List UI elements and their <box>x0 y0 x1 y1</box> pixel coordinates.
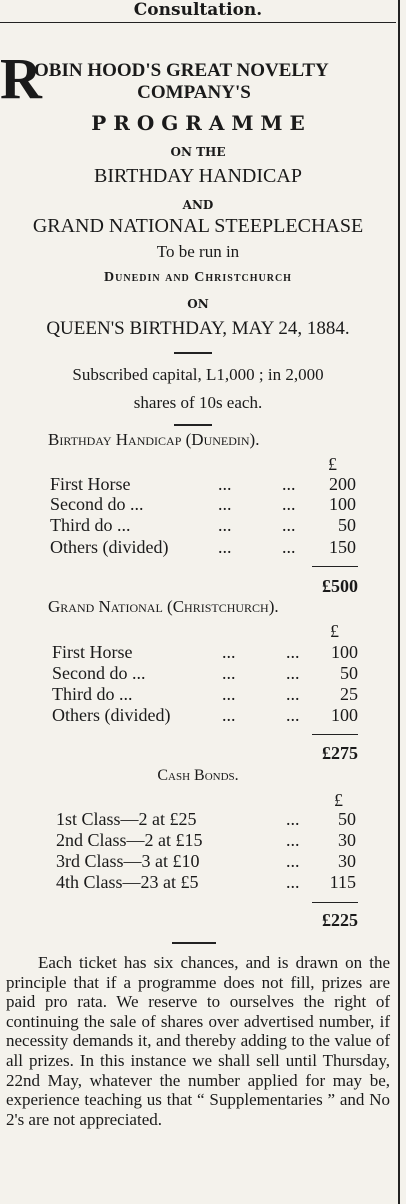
total-rule <box>312 902 358 903</box>
row-label: First Horse <box>52 642 133 662</box>
column-rule-right <box>398 0 400 1204</box>
section-total: £275 <box>322 743 358 763</box>
section-total: £225 <box>322 910 358 930</box>
to-be-run-label: To be run in <box>156 242 240 261</box>
row-dots: ... <box>218 537 232 557</box>
row-dots: ... <box>222 705 236 725</box>
birthday-handicap-title: BIRTHDAY HANDICAP <box>94 165 302 187</box>
cash-bonds-heading: Cash Bonds. <box>157 767 239 784</box>
section-header: Consultation. <box>133 0 263 20</box>
row-amount: 100 <box>329 494 356 514</box>
row-label: Second do ... <box>50 494 144 514</box>
row-dots: ... <box>222 684 236 704</box>
row-dots: ... <box>218 494 232 514</box>
divider-1 <box>174 352 212 354</box>
row-dots: ... <box>222 642 236 662</box>
row-label: Others (divided) <box>50 537 169 557</box>
on-label: ON <box>187 297 209 311</box>
row-dots: ... <box>286 830 300 850</box>
row-amount: 50 <box>340 663 358 683</box>
divider-2 <box>174 424 212 426</box>
grand-national-title: GRAND NATIONAL STEEPLECHASE <box>32 215 364 237</box>
row-dots: ... <box>286 705 300 725</box>
row-dots: ... <box>282 515 296 535</box>
section-total: £500 <box>322 576 358 596</box>
row-label: Third do ... <box>52 684 133 704</box>
row-amount: 150 <box>329 537 356 557</box>
grand-national-heading: Grand National (Christchurch). <box>48 597 279 616</box>
places-label: Dunedin and Christchurch <box>104 270 292 285</box>
row-amount: 50 <box>338 515 356 535</box>
currency-symbol: £ <box>330 621 339 641</box>
row-dots: ... <box>282 494 296 514</box>
row-label: Others (divided) <box>52 705 171 725</box>
header-rule <box>0 22 396 23</box>
currency-symbol: £ <box>334 790 343 810</box>
divider-3 <box>172 942 216 944</box>
row-amount: 30 <box>338 851 356 871</box>
birthday-handicap-heading: Birthday Handicap (Dunedin). <box>48 430 260 449</box>
row-dots: ... <box>286 809 300 829</box>
date-line: QUEEN'S BIRTHDAY, MAY 24, 1884. <box>46 318 350 339</box>
drop-cap: R <box>0 46 42 111</box>
row-dots: ... <box>286 851 300 871</box>
currency-symbol: £ <box>328 454 337 474</box>
capital-line-1: Subscribed capital, L1,000 ; in 2,000 <box>72 365 324 384</box>
row-label: 3rd Class—3 at £10 <box>56 851 200 871</box>
row-amount: 100 <box>331 642 358 662</box>
and-label: AND <box>182 198 214 212</box>
row-amount: 25 <box>340 684 358 704</box>
title-line-1: OBIN HOOD'S GREAT NOVELTY <box>34 60 329 81</box>
capital-line-2: shares of 10s each. <box>133 393 263 412</box>
programme-heading: P R O G R A M M E <box>91 111 305 135</box>
row-label: 4th Class—23 at £5 <box>56 872 199 892</box>
row-dots: ... <box>286 663 300 683</box>
row-amount: 100 <box>331 705 358 725</box>
title-line-2: COMPANY'S <box>137 82 251 103</box>
row-dots: ... <box>286 684 300 704</box>
row-dots: ... <box>218 515 232 535</box>
row-dots: ... <box>282 474 296 494</box>
row-label: Second do ... <box>52 663 146 683</box>
row-label: 2nd Class—2 at £15 <box>56 830 203 850</box>
on-the-label: ON THE <box>170 145 226 159</box>
row-label: Third do ... <box>50 515 131 535</box>
row-dots: ... <box>286 642 300 662</box>
row-amount: 30 <box>338 830 356 850</box>
row-amount: 50 <box>338 809 356 829</box>
row-label: First Horse <box>50 474 131 494</box>
terms-text: Each ticket has six chances, and is drawn on the principle that if a programme does not fill, prizes are paid pro rata. We reserve to ourselves the right of continuing the sale of shares over advertised number, if necessity demands it, and thereby adding to the value of all prizes. In this instance we shall sell until Thursday, 22nd May, whatever the number applied for may be, experience teaching us that “ Supplementaries ” and No 2's are not appreciated. <box>6 953 390 1129</box>
row-amount: 200 <box>329 474 356 494</box>
row-dots: ... <box>222 663 236 683</box>
row-dots: ... <box>218 474 232 494</box>
row-dots: ... <box>286 872 300 892</box>
terms-paragraph <box>6 953 390 1129</box>
row-dots: ... <box>282 537 296 557</box>
row-label: 1st Class—2 at £25 <box>56 809 197 829</box>
total-rule <box>312 566 358 567</box>
total-rule <box>312 734 358 735</box>
row-amount: 115 <box>329 872 356 892</box>
